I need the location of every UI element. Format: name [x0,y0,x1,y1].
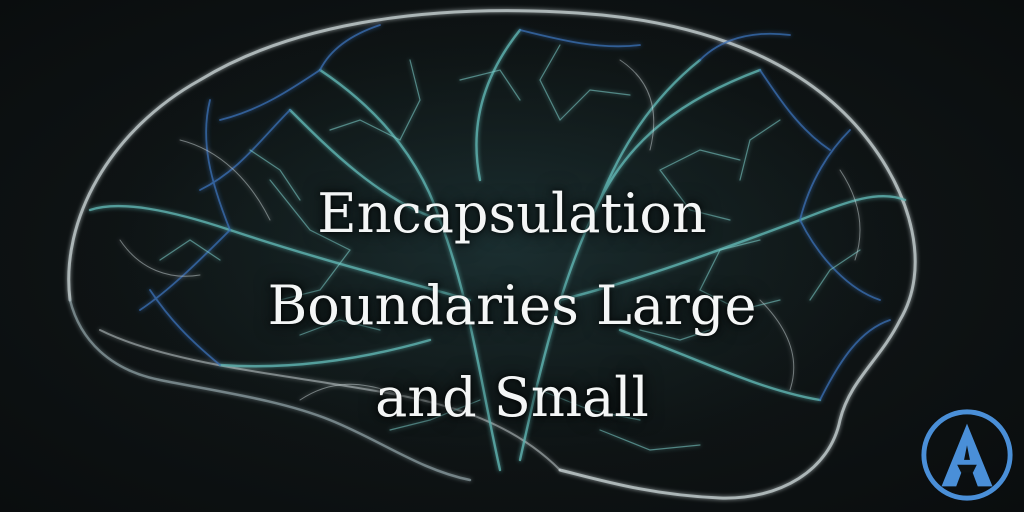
page-title [162,168,862,444]
title-line-3: and Small [375,366,649,429]
title-line-1: Encapsulation [317,182,707,245]
title-line-2: Boundaries Large [267,274,757,337]
a-logo-icon [918,406,1016,504]
